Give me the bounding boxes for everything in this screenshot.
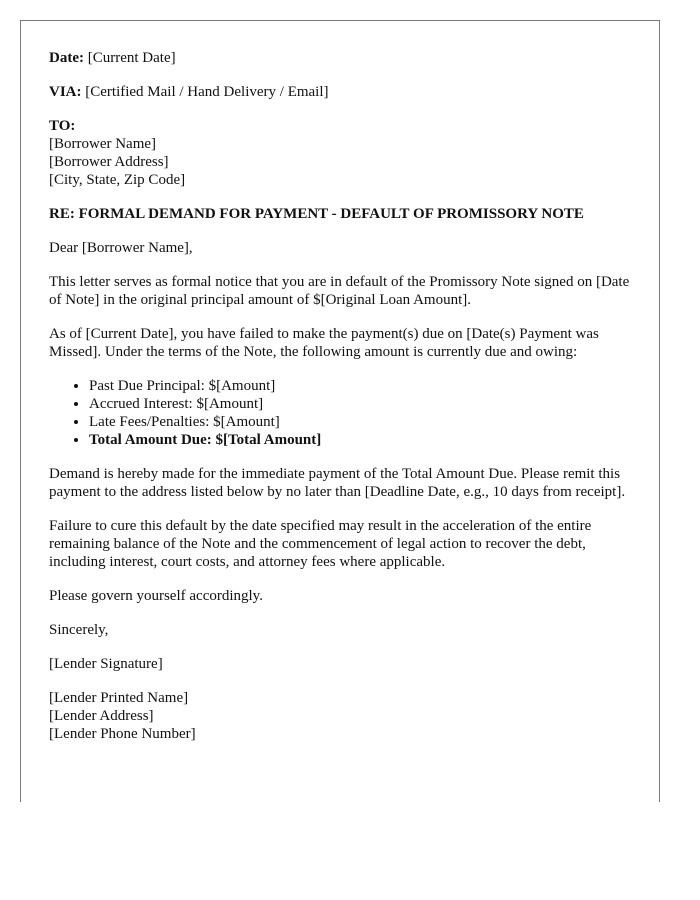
lender-block bbox=[49, 689, 631, 743]
lender-address: [Lender Address] bbox=[49, 708, 154, 724]
demand-letter bbox=[20, 20, 660, 802]
to-label: TO: bbox=[49, 118, 76, 134]
late-fees-item: • Late Fees/Penalties: $[Amount] bbox=[89, 413, 631, 431]
borrower-name: [Borrower Name] bbox=[49, 136, 157, 152]
salutation: Dear [Borrower Name], bbox=[49, 240, 193, 256]
closing: Sincerely, bbox=[49, 622, 109, 638]
via-label: VIA: bbox=[49, 84, 82, 100]
past-due-principal-item: • Past Due Principal: $[Amount] bbox=[89, 377, 631, 395]
accrued-interest-item: • Accrued Interest: $[Amount] bbox=[89, 395, 631, 413]
date-line bbox=[49, 49, 631, 67]
date-label: Date: bbox=[49, 50, 84, 66]
subject-line bbox=[49, 205, 631, 223]
amount-due-paragraph: As of [Current Date], you have failed to make the payment(s) due on [Date(s) Payment was Missed]. Under the terms of the Note, the following amount is currently due and owing: bbox=[49, 326, 599, 360]
total-amount-due-item bbox=[89, 431, 631, 449]
demand-paragraph: Demand is hereby made for the immediate payment of the Total Amount Due. Please remit this payment to the address listed below by no later than [Deadline Date, e.g., 10 days from receipt]. bbox=[49, 466, 626, 500]
via-line bbox=[49, 83, 631, 101]
recipient-block bbox=[49, 117, 631, 189]
lender-printed-name: [Lender Printed Name] bbox=[49, 690, 189, 706]
borrower-city-state-zip: [City, State, Zip Code] bbox=[49, 172, 186, 188]
total-amount-due-text: Total Amount Due: $[Total Amount] bbox=[89, 432, 322, 448]
via-value: [Certified Mail / Hand Delivery / Email] bbox=[85, 84, 329, 100]
date-value: [Current Date] bbox=[87, 50, 176, 66]
amounts-list bbox=[49, 377, 631, 449]
lender-signature: [Lender Signature] bbox=[49, 656, 163, 672]
govern-paragraph: Please govern yourself accordingly. bbox=[49, 588, 263, 604]
lender-phone-number: [Lender Phone Number] bbox=[49, 726, 196, 742]
borrower-address: [Borrower Address] bbox=[49, 154, 169, 170]
consequences-paragraph: Failure to cure this default by the date specified may result in the acceleration of the entire remaining balance of the Note and the commencement of legal action to recover the debt, including interest, court costs, and attorney fees where applicable. bbox=[49, 518, 592, 570]
default-notice-paragraph: This letter serves as formal notice that you are in default of the Promissory Note signed on [Date of Note] in the original principal amount of $[Original Loan Amount]. bbox=[49, 274, 630, 308]
subject-text: RE: FORMAL DEMAND FOR PAYMENT - DEFAULT OF PROMISSORY NOTE bbox=[49, 206, 584, 222]
